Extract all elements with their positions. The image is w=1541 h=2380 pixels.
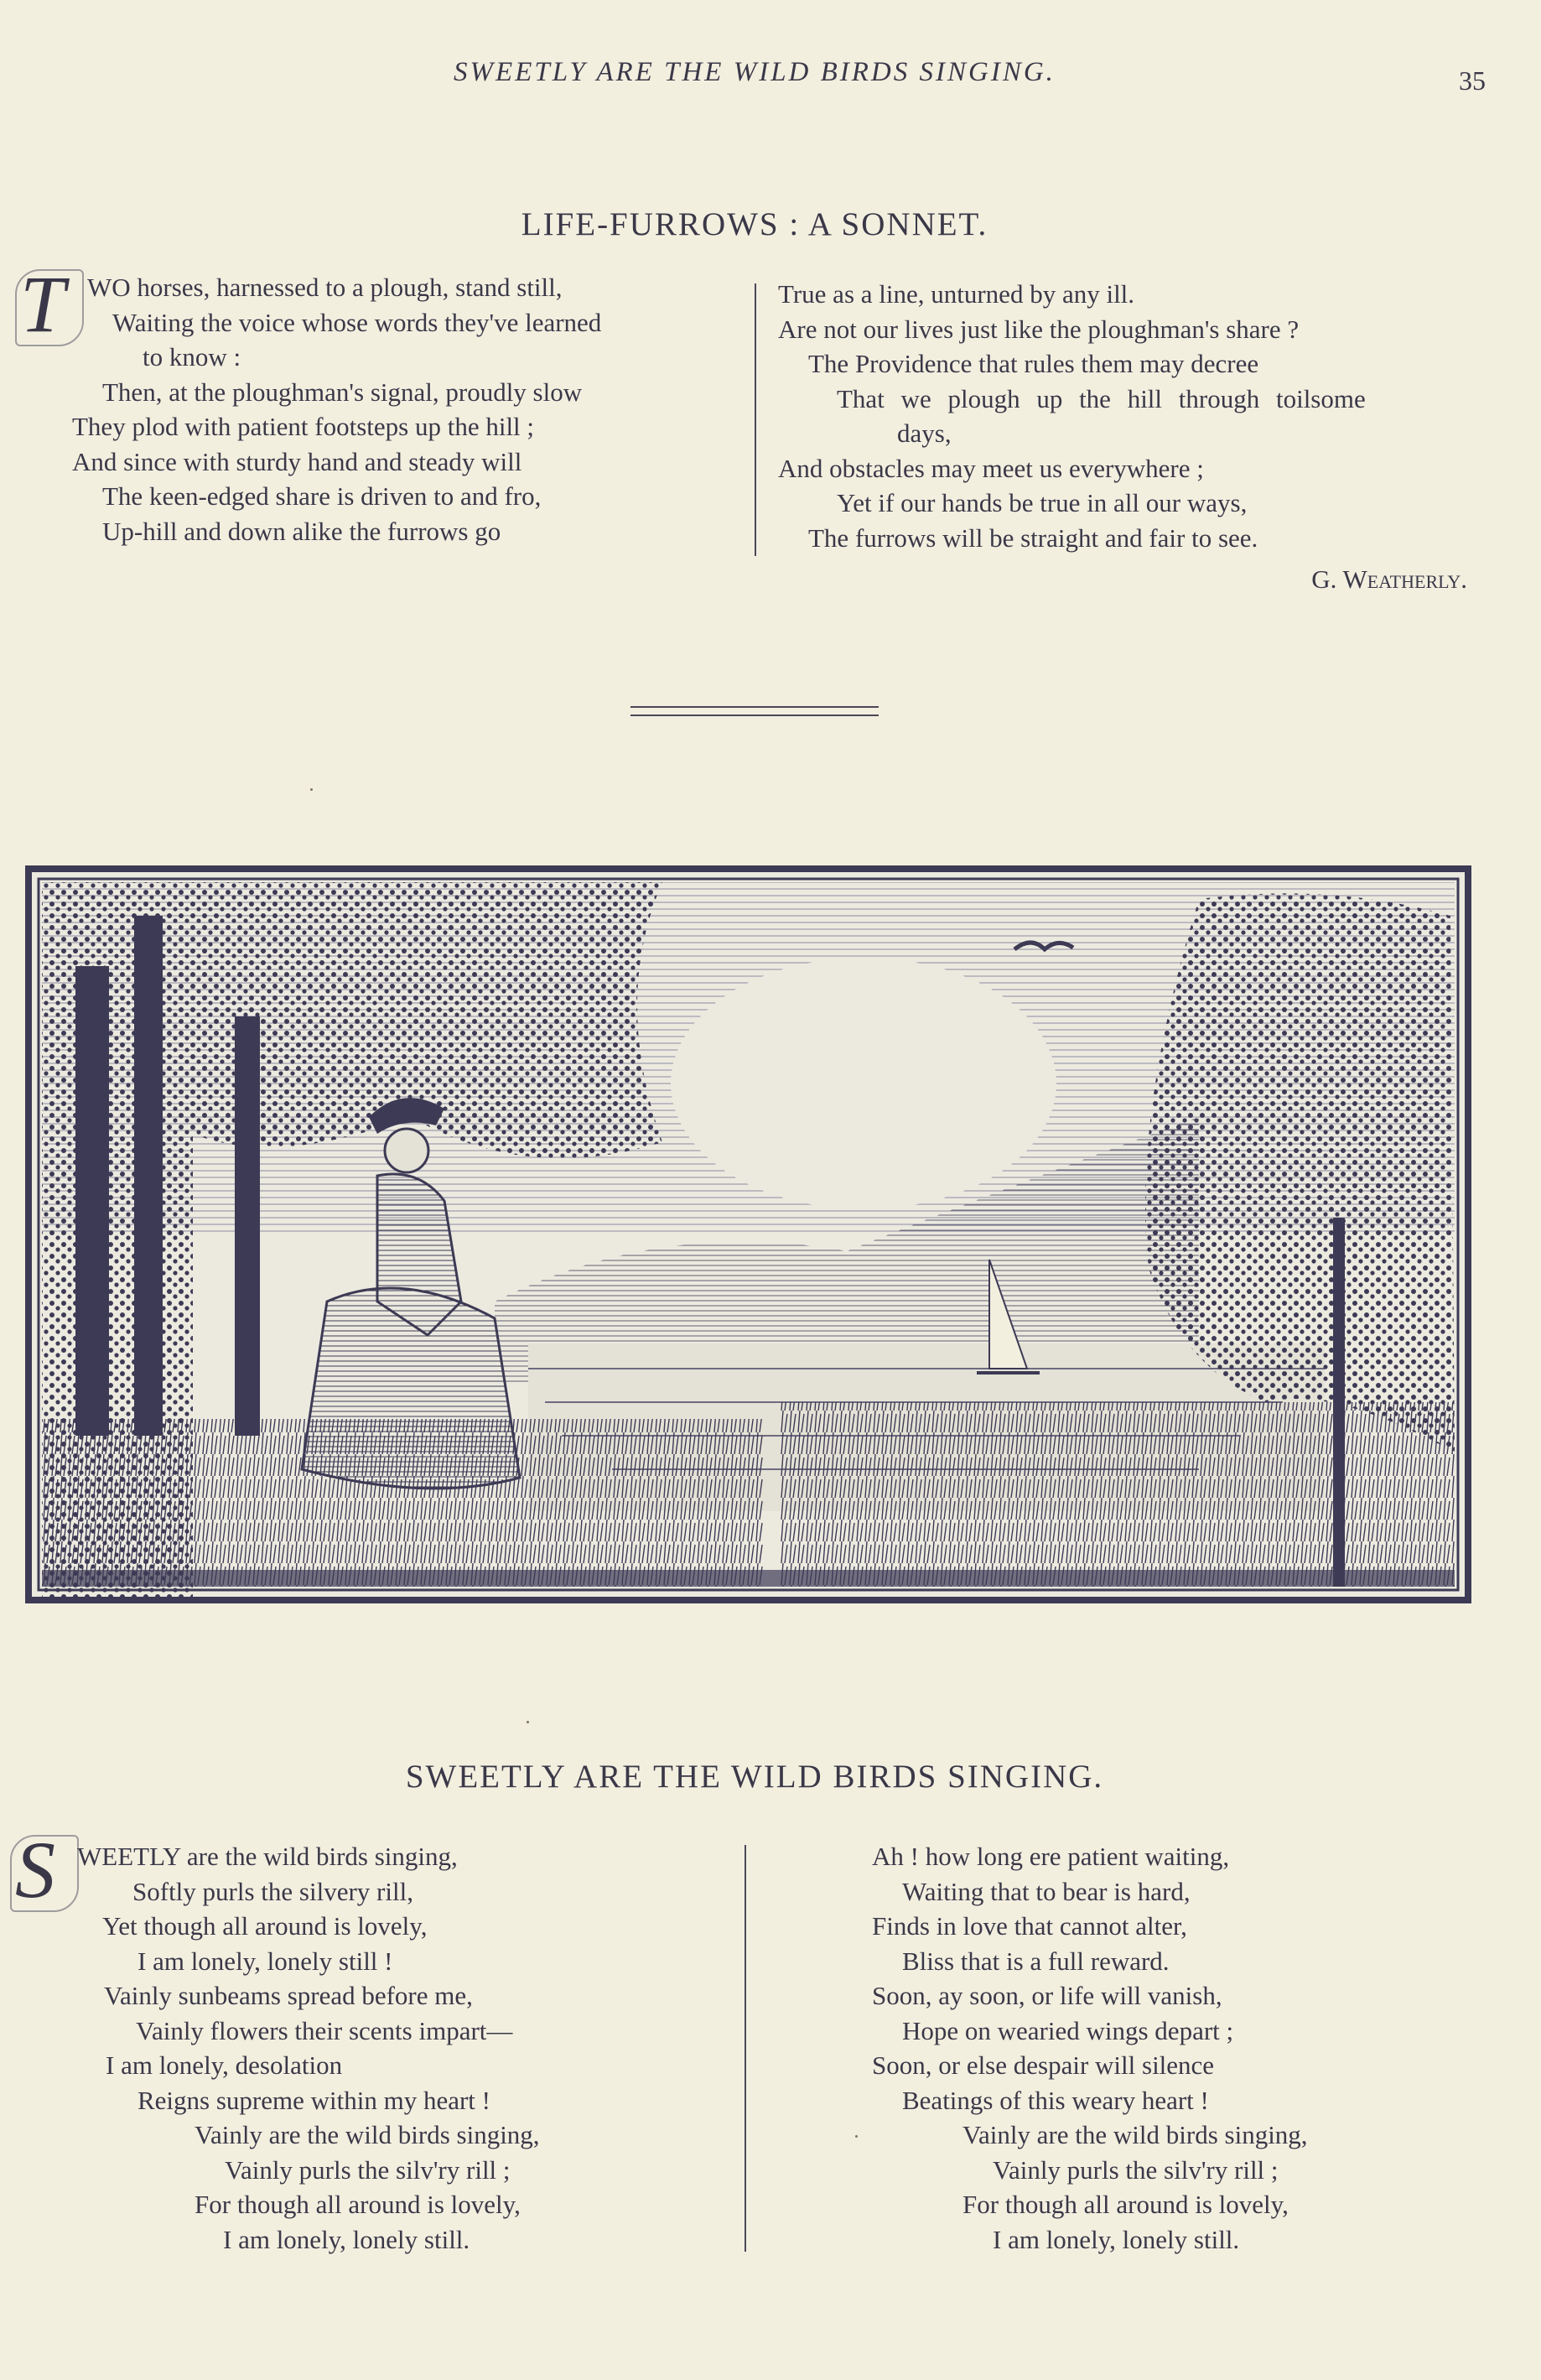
page-number: 35 — [1459, 65, 1486, 96]
poem-line: For though all around is lovely, — [195, 2190, 521, 2219]
sonnet-line: Waiting the voice whose words they've learned — [112, 307, 602, 337]
sonnet-line: The keen-edged share is driven to and fro, — [102, 481, 542, 511]
sonnet-right-column — [778, 277, 1516, 555]
poem-line: Finds in love that cannot alter, — [872, 1911, 1187, 1941]
poem-title: SWEETLY ARE THE WILD BIRDS SINGING. — [405, 1759, 1104, 1795]
engraving-illustration — [25, 865, 1471, 1603]
poem-drop-cap: S — [15, 1825, 55, 1915]
sonnet-line: days, — [897, 418, 952, 448]
sonnet-line: WO horses, harnessed to a plough, stand still, — [87, 273, 563, 302]
sonnet-column-rule — [755, 283, 756, 556]
poem-line: I am lonely, lonely still. — [223, 2224, 470, 2254]
sonnet-left-column — [0, 270, 738, 548]
poem-line: Reigns supreme within my heart ! — [137, 2085, 490, 2115]
poem-left-column — [0, 1839, 738, 2257]
poem-line: Yet though all around is lovely, — [102, 1911, 428, 1941]
poem-line: Hope on wearied wings depart ; — [902, 2015, 1234, 2045]
paper-speck — [527, 1721, 529, 1723]
running-title: SWEETLY ARE THE WILD BIRDS SINGING. — [454, 57, 1056, 87]
poem-line: Vainly sunbeams spread before me, — [104, 1981, 473, 2010]
sonnet-author: G. Weatherly. — [1311, 564, 1467, 594]
poem-line: Soon, or else despair will silence — [872, 2050, 1215, 2080]
poem-line: Vainly purls the silv'ry rill ; — [225, 2154, 511, 2185]
poem-line: Waiting that to bear is hard, — [902, 1876, 1191, 1906]
sonnet-line: to know : — [143, 342, 241, 372]
poem-line: I am lonely, lonely still ! — [137, 1946, 393, 1976]
sonnet-line: And obstacles may meet us everywhere ; — [778, 453, 1204, 483]
poem-column-rule — [745, 1845, 746, 2252]
sonnet-drop-cap: T — [20, 259, 65, 349]
separator-rule-bottom — [630, 715, 879, 716]
poem-right-column — [872, 1839, 1534, 2257]
poem-line: Bliss that is a full reward. — [902, 1946, 1170, 1976]
poem-line: I am lonely, desolation — [106, 2050, 343, 2080]
sonnet-line: The Providence that rules them may decree — [808, 349, 1259, 378]
paper-speck — [310, 788, 313, 791]
poem-line: WEETLY are the wild birds singing, — [77, 1842, 458, 1871]
sonnet-line: The furrows will be straight and fair to see. — [808, 522, 1258, 553]
sonnet-line: Yet if our hands be true in all our ways, — [837, 488, 1248, 517]
poem-line: For though all around is lovely, — [962, 2190, 1289, 2219]
poem-line: Ah ! how long ere patient waiting, — [872, 1842, 1230, 1871]
sonnet-line: Are not our lives just like the ploughman's share ? — [778, 314, 1300, 344]
sonnet-line: That we plough up the hill through toilsome — [837, 383, 1366, 413]
poem-line: Vainly are the wild birds singing, — [195, 2120, 540, 2149]
sonnet-line: Then, at the ploughman's signal, proudly slow — [102, 377, 583, 407]
sonnet-line: And since with sturdy hand and steady will — [72, 446, 522, 476]
poem-line: Vainly are the wild birds singing, — [962, 2120, 1308, 2149]
poem-line: Vainly purls the silv'ry rill ; — [993, 2154, 1279, 2185]
sonnet-line: Up-hill and down alike the furrows go — [102, 516, 501, 546]
poem-line: Beatings of this weary heart ! — [902, 2085, 1209, 2115]
poem-line: Softly purls the silvery rill, — [132, 1876, 413, 1906]
paper-speck — [855, 2135, 858, 2138]
poem-line: Soon, ay soon, or life will vanish, — [872, 1981, 1222, 2010]
sonnet-title: LIFE-FURROWS : A SONNET. — [521, 206, 988, 242]
poem-line: I am lonely, lonely still. — [993, 2224, 1240, 2254]
separator-rule-top — [630, 706, 879, 708]
sonnet-line: They plod with patient footsteps up the hill ; — [72, 412, 535, 441]
sonnet-line: True as a line, unturned by any ill. — [778, 279, 1135, 309]
poem-line: Vainly flowers their scents impart— — [136, 2015, 513, 2045]
